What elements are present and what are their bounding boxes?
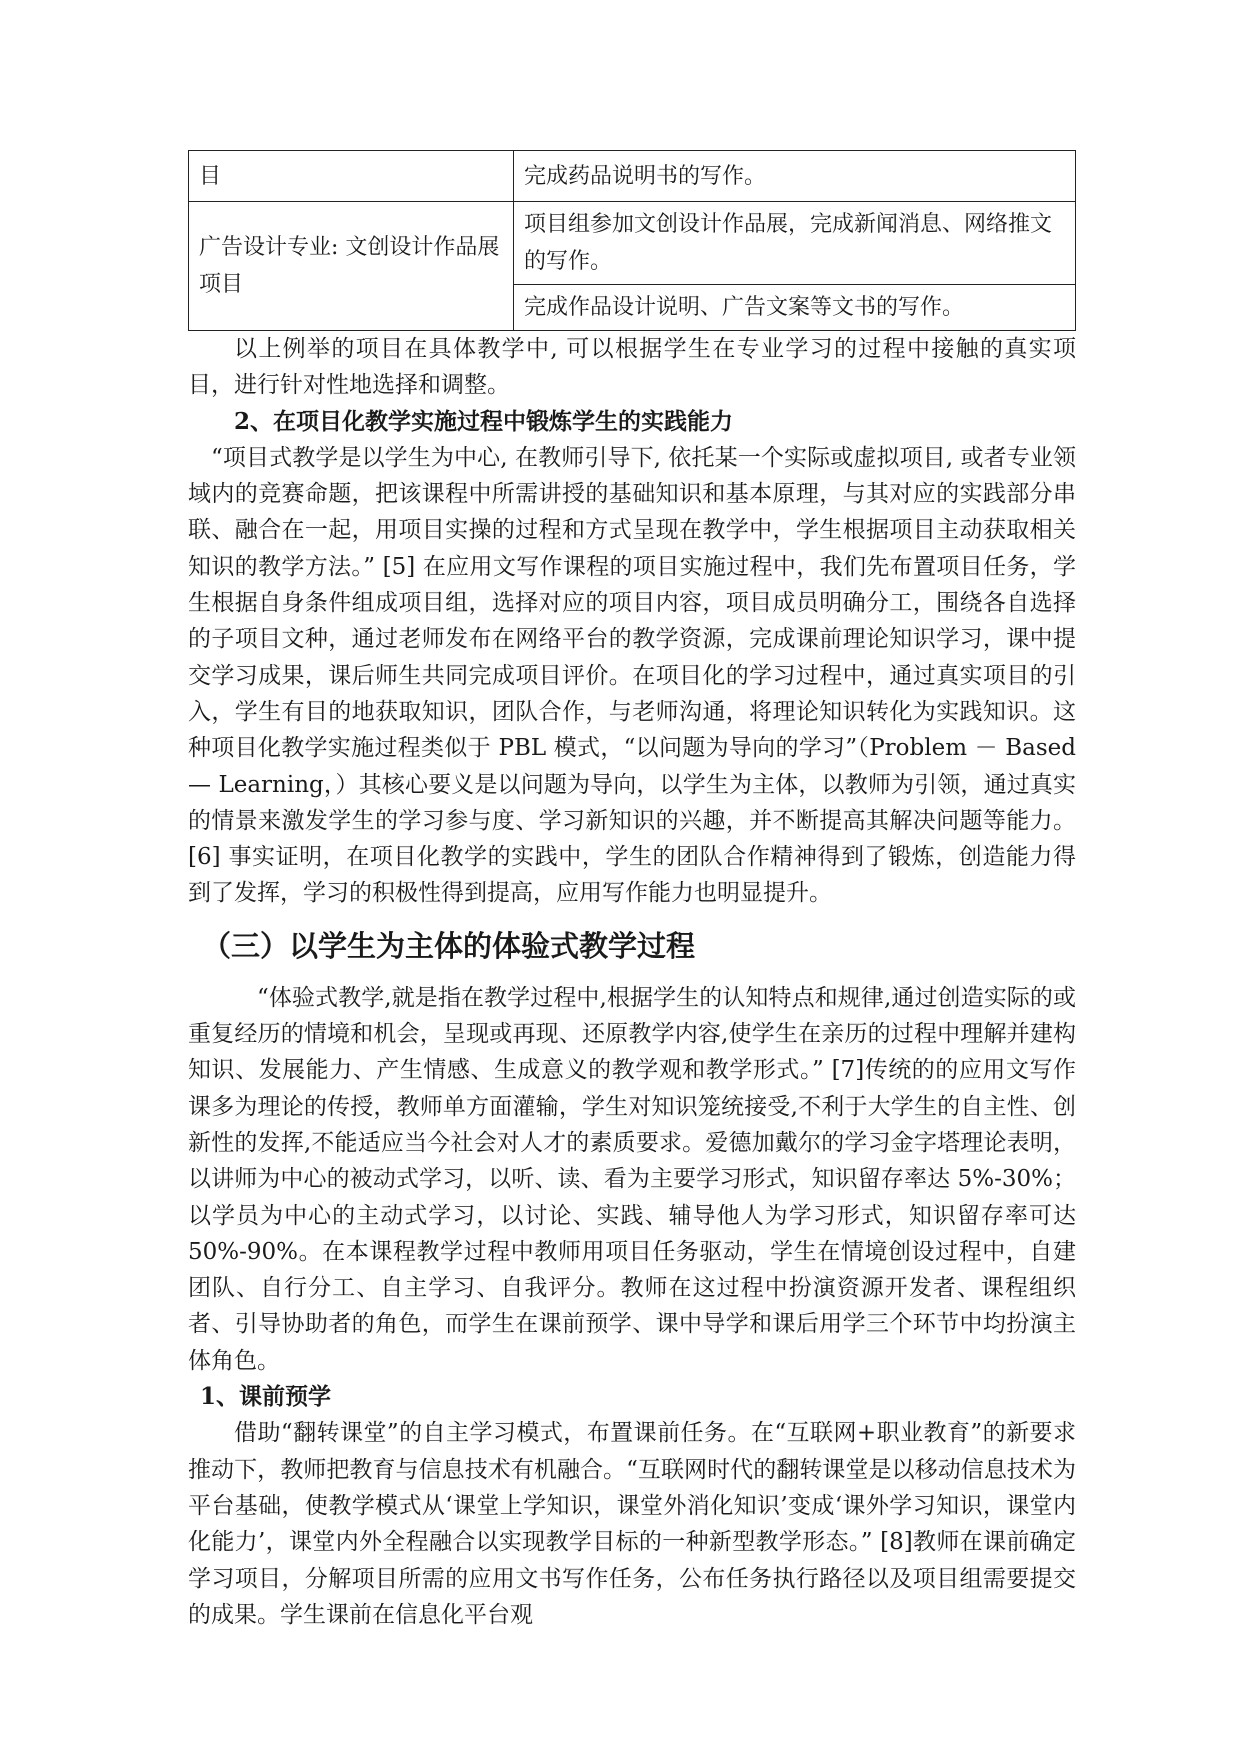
- paragraph: “项目式教学是以学生为中心, 在教师引导下, 依托某一个实际或虚拟项目, 或者专业领域内的竞赛命题，把该课程中所需讲授的基础知识和基本原理，与其对应的实践部分串联、融合在一起，用项目实操的过程和方式呈现在教学中，学生根据项目主动获取相关知识的教学方法。” [5] 在应用文写作课程的项目实施过程中，我们先布置项目任务，学生根据自身条件组成项目组，选择对应的项目内容，项目成员明确分工，围绕各自选择的子项目文种，通过老师发布在网络平台的教学资源，完成课前理论知识学习，课中提交学习成果，课后师生共同完成项目评价。在项目化的学习过程中，通过真实项目的引入，学生有目的地获取知识，团队合作，与老师沟通，将理论知识转化为实践知识。这种项目化教学实施过程类似于 PBL 模式，“以问题为导向的学习”（Problem － Based — Learning，）其核心要义是以问题为导向，以学生为主体，以教师为引领，通过真实的情景来激发学生的学习参与度、学习新知识的兴趣，并不断提高其解决问题等能力。 [6] 事实证明，在项目化教学的实践中，学生的团队合作精神得到了锻炼，创造能力得到了发挥，学习的积极性得到提高，应用写作能力也明显提升。: [188, 444, 1076, 907]
- table-row: [189, 202, 1076, 285]
- subheading: 2、在项目化教学实施过程中锻炼学生的实践能力: [234, 407, 734, 435]
- subheading: 1、课前预学: [200, 1383, 332, 1411]
- paragraph: 借助“翻转课堂”的自主学习模式，布置课前任务。在“互联网+职业教育”的新要求推动下，教师把教育与信息技术有机融合。“互联网时代的翻转课堂是以移动信息技术为平台基础，使教学模式从‘课堂上学知识，课堂外消化知识’变成‘课外学习知识，课堂内化能力’，课堂内外全程融合以实现教学目标的一种新型教学形态。” [8]教师在课前确定学习项目，分解项目所需的应用文书写作任务，公布任务执行路径以及项目组需要提交的成果。学生课前在信息化平台观: [188, 1420, 1076, 1628]
- table-cell: 完成药品说明书的写作。: [514, 151, 1076, 202]
- table-row: [189, 151, 1076, 202]
- table-cell: 广告设计专业: 文创设计作品展项目: [189, 202, 514, 331]
- paragraph: 以上例举的项目在具体教学中, 可以根据学生在专业学习的过程中接触的真实项目，进行针对性地选择和调整。: [188, 336, 1076, 399]
- table-cell: 项目组参加文创设计作品展，完成新闻消息、网络推文的写作。: [514, 202, 1076, 285]
- table-cell: 目: [189, 151, 514, 202]
- document-page: [188, 150, 1076, 1633]
- project-table: [188, 150, 1076, 331]
- paragraph: “体验式教学,就是指在教学过程中,根据学生的认知特点和规律,通过创造实际的或重复经历的情境和机会，呈现或再现、还原教学内容,使学生在亲历的过程中理解并建构知识、发展能力、产生情感、生成意义的教学观和教学形式。” [7]传统的的应用文写作课多为理论的传授，教师单方面灌输，学生对知识笼统接受,不利于大学生的自主性、创新性的发挥,不能适应当今社会对人才的素质要求。爱德加戴尔的学习金字塔理论表明，以讲师为中心的被动式学习，以听、读、看为主要学习形式，知识留存率达 5%-30%；以学员为中心的主动式学习，以讨论、实践、辅导他人为学习形式，知识留存率可达 50%-90%。在本课程教学过程中教师用项目任务驱动，学生在情境创设过程中，自建团队、自行分工、自主学习、自我评分。教师在这过程中扮演资源开发者、课程组织者、引导协助者的角色，而学生在课前预学、课中导学和课后用学三个环节中均扮演主体角色。: [188, 984, 1076, 1374]
- section-heading: （三）以学生为主体的体验式教学过程: [202, 928, 696, 963]
- table-cell: 完成作品设计说明、广告文案等文书的写作。: [514, 285, 1076, 331]
